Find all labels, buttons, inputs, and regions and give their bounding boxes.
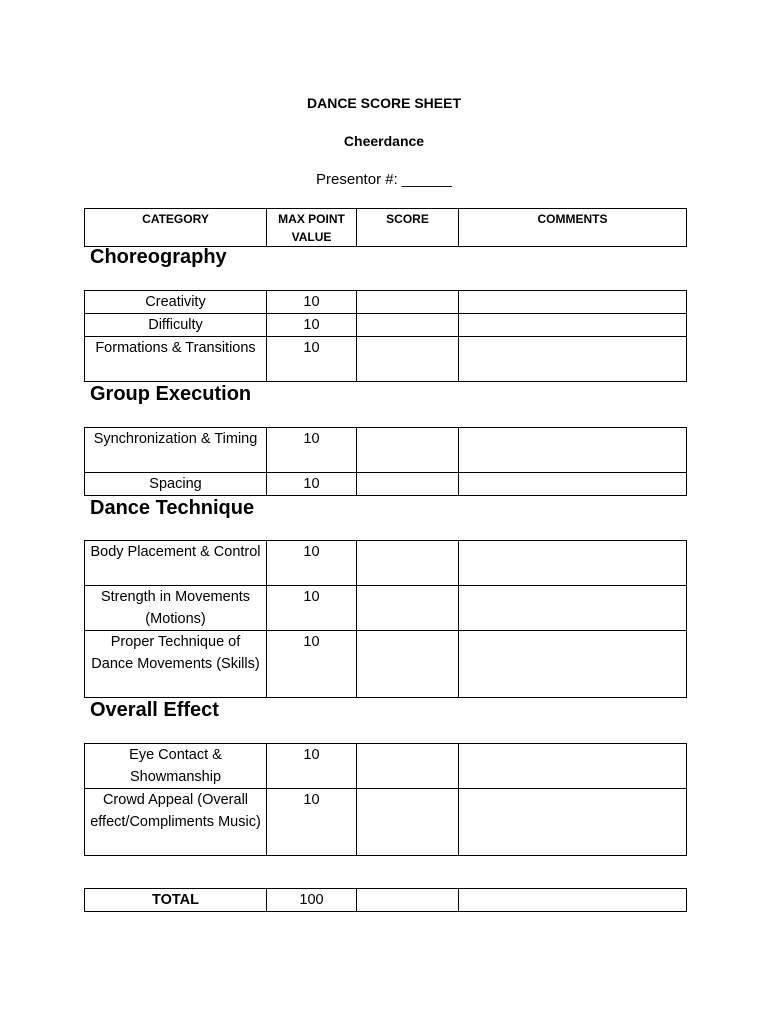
comments-cell[interactable] — [459, 631, 687, 698]
comments-cell[interactable] — [459, 291, 687, 314]
max-point-cell: 10 — [267, 744, 357, 789]
score-cell[interactable] — [357, 586, 459, 631]
max-point-cell: 10 — [267, 789, 357, 856]
score-cell[interactable] — [357, 541, 459, 586]
table-row — [85, 541, 687, 586]
comments-cell[interactable] — [459, 541, 687, 586]
max-point-cell: 10 — [267, 291, 357, 314]
total-comments-cell[interactable] — [459, 889, 687, 912]
header-category: CATEGORY — [85, 209, 267, 247]
category-cell: Body Placement & Control — [85, 541, 267, 586]
score-cell[interactable] — [357, 291, 459, 314]
comments-cell[interactable] — [459, 337, 687, 382]
category-cell: Proper Technique of Dance Movements (Skills) — [85, 631, 267, 698]
category-cell: Spacing — [85, 473, 267, 496]
total-label: TOTAL — [85, 889, 267, 912]
header-max-point-value: MAX POINT VALUE — [267, 209, 357, 247]
max-point-cell: 10 — [267, 586, 357, 631]
category-cell: Eye Contact & Showmanship — [85, 744, 267, 789]
category-cell: Creativity — [85, 291, 267, 314]
section-heading-dance-technique: Dance Technique — [90, 497, 255, 519]
total-score-cell[interactable] — [357, 889, 459, 912]
comments-cell[interactable] — [459, 473, 687, 496]
section-table-choreography — [84, 290, 687, 382]
category-cell: Formations & Transitions — [85, 337, 267, 382]
score-cell[interactable] — [357, 631, 459, 698]
table-row — [85, 337, 687, 382]
table-row — [85, 586, 687, 631]
table-row — [85, 631, 687, 698]
comments-cell[interactable] — [459, 586, 687, 631]
header-row — [85, 209, 687, 247]
comments-cell[interactable] — [459, 744, 687, 789]
max-point-cell: 10 — [267, 337, 357, 382]
comments-cell[interactable] — [459, 428, 687, 473]
section-table-dance-technique — [84, 540, 687, 698]
section-heading-group-execution: Group Execution — [90, 383, 252, 405]
max-point-cell: 10 — [267, 631, 357, 698]
section-heading-choreography: Choreography — [90, 246, 227, 268]
max-point-cell: 10 — [267, 473, 357, 496]
header-comments: COMMENTS — [459, 209, 687, 247]
table-row — [85, 428, 687, 473]
category-cell: Synchronization & Timing — [85, 428, 267, 473]
header-table — [84, 208, 687, 247]
total-max-points: 100 — [267, 889, 357, 912]
category-cell: Strength in Movements (Motions) — [85, 586, 267, 631]
document-subtitle: Cheerdance — [343, 133, 425, 149]
table-row — [85, 291, 687, 314]
table-row — [85, 314, 687, 337]
max-point-cell: 10 — [267, 314, 357, 337]
score-cell[interactable] — [357, 314, 459, 337]
total-row — [85, 889, 687, 912]
table-row — [85, 473, 687, 496]
section-heading-overall-effect: Overall Effect — [90, 699, 219, 721]
comments-cell[interactable] — [459, 314, 687, 337]
document-title: DANCE SCORE SHEET — [306, 95, 462, 111]
comments-cell[interactable] — [459, 789, 687, 856]
category-cell: Difficulty — [85, 314, 267, 337]
section-table-overall-effect — [84, 743, 687, 856]
category-cell: Crowd Appeal (Overall effect/Compliments Music) — [85, 789, 267, 856]
score-cell[interactable] — [357, 789, 459, 856]
score-cell[interactable] — [357, 473, 459, 496]
presentor-line: Presentor #: ______ — [316, 171, 452, 188]
max-point-cell: 10 — [267, 541, 357, 586]
max-point-cell: 10 — [267, 428, 357, 473]
score-cell[interactable] — [357, 744, 459, 789]
table-row — [85, 744, 687, 789]
total-table — [84, 888, 687, 912]
table-row — [85, 789, 687, 856]
header-score: SCORE — [357, 209, 459, 247]
score-cell[interactable] — [357, 337, 459, 382]
section-table-group-execution — [84, 427, 687, 496]
score-cell[interactable] — [357, 428, 459, 473]
